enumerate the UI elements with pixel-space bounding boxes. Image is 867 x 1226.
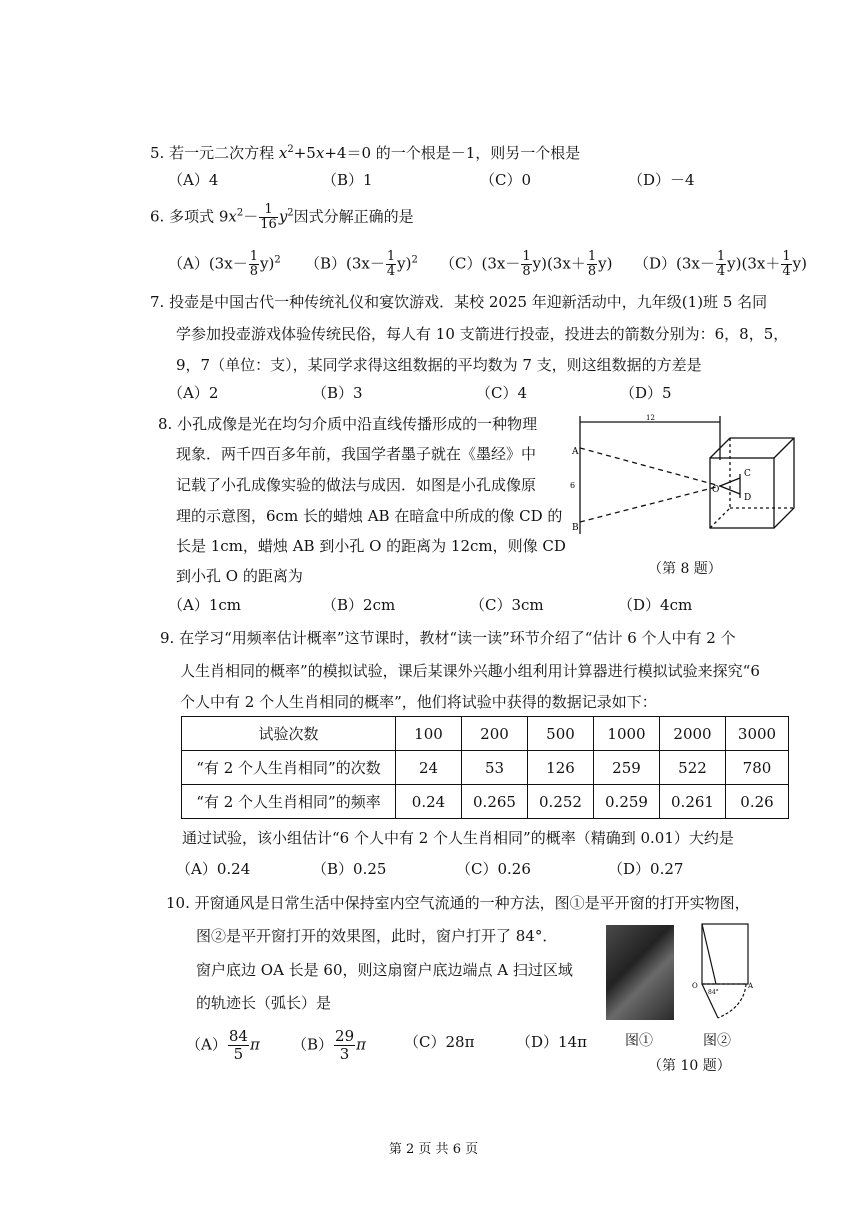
q5-option-d: （D）－4 <box>628 171 695 189</box>
window-diagram <box>686 922 756 1022</box>
ray-upper <box>580 448 720 486</box>
q6-option-b: （B）(3x－ $\frac{1}{4}$ y)$^2$ <box>305 249 418 279</box>
question-6-stem: 6. 多项式 $9x^2-$ $\frac{1}{16}$ $y^2$因式分解正确的是 <box>150 202 414 232</box>
q10-option-c: （C）28π <box>404 1033 475 1051</box>
table-cell: 100 <box>396 717 462 751</box>
simulation-data-table <box>181 716 789 819</box>
figure-2-label: 图② <box>703 1033 731 1049</box>
q10-option-d: （D）14π <box>516 1033 587 1051</box>
q7-option-a: （A）2 <box>168 384 219 402</box>
label-o: O <box>712 485 720 495</box>
table-cell: 0.259 <box>594 785 660 819</box>
table-cell: 2000 <box>660 717 726 751</box>
question-5-stem: 5. 若一元二次方程 $x^2+5x+4=0$ 的一个根是－1，则另一个根是 <box>150 144 581 162</box>
label-b: B <box>572 523 579 533</box>
table-cell: 500 <box>528 717 594 751</box>
figure-1-label: 图① <box>625 1033 653 1049</box>
q7-option-b: （B）3 <box>312 384 363 402</box>
table-cell: 0.26 <box>726 785 789 819</box>
question-8-line-1: 8. 小孔成像是光在均匀介质中沿直线传播形成的一种物理 <box>158 415 538 433</box>
q9-option-a: （A）0.24 <box>176 860 251 878</box>
table-cell: 0.265 <box>462 785 528 819</box>
q5-option-c: （C）0 <box>480 171 532 189</box>
question-9-line-2: 人生肖相同的概率”的模拟试验，课后某课外兴趣小组利用计算器进行模拟试验来探究“6 <box>180 662 760 680</box>
question-9-line-3: 个人中有 2 个人生肖相同的概率”，他们将试验中获得的数据记录如下： <box>180 693 657 711</box>
table-cell: 0.252 <box>528 785 594 819</box>
q7-option-d: （D）5 <box>620 384 672 402</box>
question-8-line-4: 理的示意图，6cm 长的蜡烛 AB 在暗盒中所成的像 CD 的 <box>176 507 563 525</box>
label-c: C <box>744 469 751 479</box>
table-cell: 3000 <box>726 717 789 751</box>
question-10-line-3: 窗户底边 OA 长是 60，则这扇窗户底边端点 A 扫过区域 <box>196 961 573 979</box>
table-cell: 53 <box>462 751 528 785</box>
table-cell: 试验次数 <box>182 717 396 751</box>
question-9-line-1: 9. 在学习“用频率估计概率”这节课时，教材“读一读”环节介绍了“估计 6 个人中有 2 个 <box>160 629 736 647</box>
pinhole-diagram <box>570 412 805 547</box>
table-cell: 259 <box>594 751 660 785</box>
ray-lower <box>580 486 720 522</box>
table-cell: 780 <box>726 751 789 785</box>
label-o-window: O <box>692 982 698 990</box>
q7-option-c: （C）4 <box>476 384 528 402</box>
table-cell: 1000 <box>594 717 660 751</box>
table-cell: “有 2 个人生肖相同”的频率 <box>182 785 396 819</box>
label-six: 6 <box>570 481 576 490</box>
figure-8-caption: （第 8 题） <box>648 561 722 577</box>
question-9-conclusion: 通过试验，该小组估计“6 个人中有 2 个人生肖相同”的概率（精确到 0.01）大约是 <box>182 829 734 847</box>
table-cell: 200 <box>462 717 528 751</box>
q8-option-d: （D）4cm <box>618 596 693 614</box>
table-row <box>182 785 789 819</box>
window-photo <box>606 925 674 1020</box>
q8-option-a: （A）1cm <box>168 596 242 614</box>
q10-option-a: （A） $\frac{84}{5}$ π <box>186 1027 260 1063</box>
label-a-window: A <box>748 982 754 990</box>
question-10-line-1: 10. 开窗通风是日常生活中保持室内空气流通的一种方法，图①是平开窗的打开实物图， <box>166 894 750 912</box>
table-cell: 0.261 <box>660 785 726 819</box>
figure-10-caption: （第 10 题） <box>648 1058 731 1074</box>
question-7-line-3: 9，7（单位：支），某同学求得这组数据的平均数为 7 支，则这组数据的方差是 <box>176 356 702 374</box>
question-8-line-3: 记载了小孔成像实验的做法与成因．如图是小孔成像原 <box>176 476 537 494</box>
q8-option-b: （B）2cm <box>322 596 396 614</box>
page-footer: 第 2 页 共 6 页 <box>388 1142 479 1157</box>
label-d: D <box>744 493 752 503</box>
question-8-line-5: 长是 1cm，蜡烛 AB 到小孔 O 的距离为 12cm，则像 CD <box>176 537 566 555</box>
q9-option-b: （B）0.25 <box>312 860 387 878</box>
q10-option-b: （B） $\frac{29}{3}$ π <box>292 1027 366 1063</box>
table-row <box>182 751 789 785</box>
question-7-line-2: 学参加投壶游戏体验传统民俗，每人有 10 支箭进行投壶，投进去的箭数分别为：6，8，5， <box>176 325 789 343</box>
question-8-line-6: 到小孔 O 的距离为 <box>176 567 303 585</box>
question-8-line-2: 现象．两千四百多年前，我国学者墨子就在《墨经》中 <box>176 445 537 463</box>
q5-option-b: （B）1 <box>322 171 373 189</box>
table-cell: 126 <box>528 751 594 785</box>
q6-option-d: （D）(3x－ $\frac{1}{4}$ y)(3x＋ $\frac{1}{4}$ y) <box>634 249 807 279</box>
q8-option-c: （C）3cm <box>470 596 544 614</box>
table-cell: 24 <box>396 751 462 785</box>
q9-option-c: （C）0.26 <box>456 860 531 878</box>
q9-option-d: （D）0.27 <box>608 860 684 878</box>
q6-option-c: （C）(3x－ $\frac{1}{8}$ y)(3x＋ $\frac{1}{8}$ y) <box>440 249 613 279</box>
table-cell: “有 2 个人生肖相同”的次数 <box>182 751 396 785</box>
question-7-line-1: 7. 投壶是中国古代一种传统礼仪和宴饮游戏．某校 2025 年迎新活动中，九年级(1)班 5 名同 <box>150 293 768 311</box>
label-a: A <box>572 447 579 457</box>
table-cell: 522 <box>660 751 726 785</box>
table-row <box>182 717 789 751</box>
label-angle: 84° <box>708 989 719 996</box>
label-twelve: 12 <box>646 414 655 422</box>
question-10-line-4: 的轨迹长（弧长）是 <box>196 994 332 1012</box>
table-cell: 0.24 <box>396 785 462 819</box>
question-10-line-2: 图②是平开窗打开的效果图，此时，窗户打开了 84°． <box>196 927 558 945</box>
q6-option-a: （A）(3x－ $\frac{1}{8}$ y)$^2$ <box>168 249 281 279</box>
q5-option-a: （A）4 <box>168 171 219 189</box>
